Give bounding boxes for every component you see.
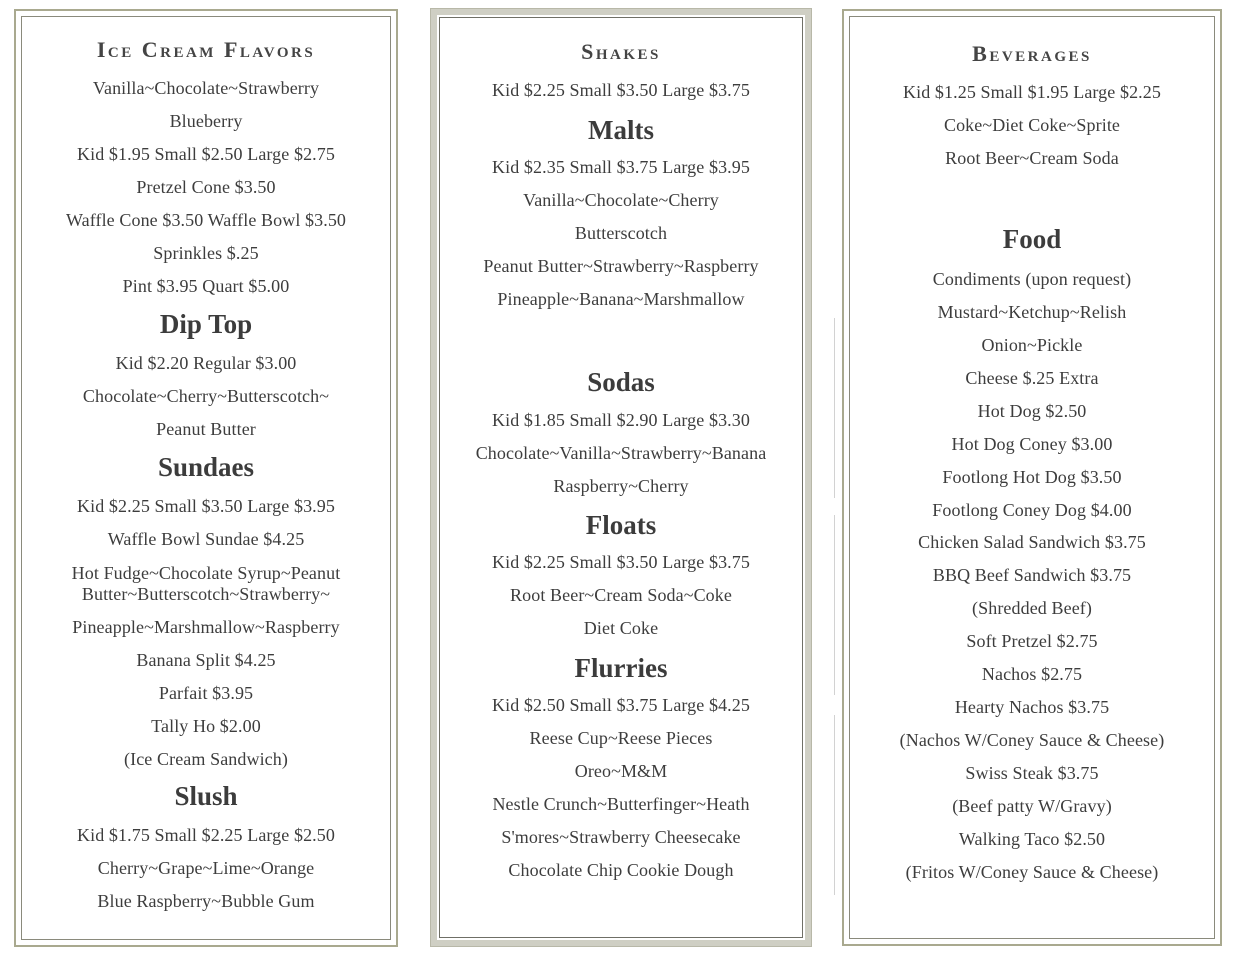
- menu-line: Kid $2.25 Small $3.50 Large $3.95: [77, 496, 335, 516]
- menu-line: Soft Pretzel $2.75: [966, 631, 1098, 651]
- menu-line: (Fritos W/Coney Sauce & Cheese): [905, 862, 1159, 882]
- fold-line: [834, 515, 835, 695]
- menu-line: Kid $2.25 Small $3.50 Large $3.75: [492, 552, 750, 572]
- section-heading: Floats: [585, 510, 657, 540]
- section-heading: Food: [1002, 224, 1062, 254]
- menu-line: Coke~Diet Coke~Sprite: [943, 115, 1121, 135]
- menu-line: Kid $2.35 Small $3.75 Large $3.95: [492, 157, 750, 177]
- menu-line: (Nachos W/Coney Sauce & Cheese): [899, 730, 1165, 750]
- menu-line: Peanut Butter: [156, 419, 256, 439]
- menu-line: Cherry~Grape~Lime~Orange: [97, 858, 315, 878]
- menu-line: Walking Taco $2.50: [958, 829, 1106, 849]
- menu-line: Chocolate Chip Cookie Dough: [508, 860, 734, 880]
- section-heading: Slush: [174, 781, 238, 811]
- menu-line: Waffle Bowl Sundae $4.25: [107, 529, 305, 549]
- menu-line: Kid $1.85 Small $2.90 Large $3.30: [492, 410, 750, 430]
- menu-line: Vanilla~Chocolate~Cherry: [523, 190, 719, 210]
- menu-line: Cheese $.25 Extra: [965, 368, 1099, 388]
- menu-line: Footlong Coney Dog $4.00: [932, 500, 1132, 520]
- menu-line: Kid $1.75 Small $2.25 Large $2.50: [77, 825, 335, 845]
- section-title: Shakes: [581, 39, 661, 64]
- menu-line: Nestle Crunch~Butterfinger~Heath: [492, 794, 750, 814]
- menu-line: Peanut Butter~Strawberry~Raspberry: [483, 256, 759, 276]
- menu-line: Hot Dog $2.50: [977, 401, 1087, 421]
- section-heading: Sodas: [587, 367, 655, 397]
- menu-line: Footlong Hot Dog $3.50: [942, 467, 1122, 487]
- fold-line: [834, 715, 835, 895]
- menu-line: Butter~Butterscotch~Strawberry~: [81, 584, 331, 604]
- section-heading: Dip Top: [159, 309, 253, 339]
- menu-line: Onion~Pickle: [981, 335, 1083, 355]
- menu-line: Chocolate~Cherry~Butterscotch~: [82, 386, 330, 406]
- menu-line: Parfait $3.95: [158, 683, 254, 703]
- menu-line: Waffle Cone $3.50 Waffle Bowl $3.50: [65, 210, 347, 230]
- menu-line: Chicken Salad Sandwich $3.75: [918, 532, 1146, 552]
- menu-line: Condiments (upon request): [932, 269, 1132, 289]
- menu-line: Kid $2.20 Regular $3.00: [115, 353, 297, 373]
- menu-line: Pretzel Cone $3.50: [136, 177, 276, 197]
- menu-line: Pint $3.95 Quart $5.00: [122, 276, 290, 296]
- menu-line: Banana Split $4.25: [136, 650, 276, 670]
- menu-line: Raspberry~Cherry: [553, 476, 689, 496]
- section-heading: Sundaes: [157, 452, 255, 482]
- menu-line: Kid $2.25 Small $3.50 Large $3.75: [492, 80, 750, 100]
- menu-line: Kid $1.95 Small $2.50 Large $2.75: [77, 144, 335, 164]
- menu-line: Vanilla~Chocolate~Strawberry: [92, 78, 320, 98]
- menu-line: Blue Raspberry~Bubble Gum: [97, 891, 315, 911]
- menu-line: Nachos $2.75: [981, 664, 1083, 684]
- menu-line: Swiss Steak $3.75: [965, 763, 1099, 783]
- section-heading: Malts: [588, 115, 654, 145]
- menu-line: (Beef patty W/Gravy): [952, 796, 1112, 816]
- menu-line: Tally Ho $2.00: [151, 716, 261, 736]
- menu-line: (Ice Cream Sandwich): [124, 749, 288, 769]
- menu-line: Pineapple~Banana~Marshmallow: [497, 289, 745, 309]
- menu-line: Reese Cup~Reese Pieces: [529, 728, 713, 748]
- menu-line: Hot Fudge~Chocolate Syrup~Peanut: [71, 563, 341, 583]
- menu-line: Root Beer~Cream Soda: [945, 148, 1119, 168]
- menu-line: Butterscotch: [574, 223, 668, 243]
- menu-line: Pineapple~Marshmallow~Raspberry: [72, 617, 340, 637]
- fold-line: [834, 318, 835, 498]
- menu-line: Hot Dog Coney $3.00: [951, 434, 1113, 454]
- menu-line: Kid $1.25 Small $1.95 Large $2.25: [903, 82, 1161, 102]
- menu-line: Blueberry: [169, 111, 243, 131]
- menu-line: Hearty Nachos $3.75: [954, 697, 1110, 717]
- menu-line: Oreo~M&M: [574, 761, 668, 781]
- section-title: Ice Cream Flavors: [96, 37, 316, 62]
- menu-line: S'mores~Strawberry Cheesecake: [501, 827, 741, 847]
- section-title: Beverages: [972, 41, 1092, 66]
- menu-line: Kid $2.50 Small $3.75 Large $4.25: [492, 695, 750, 715]
- menu-line: Diet Coke: [583, 618, 659, 638]
- menu-line: Chocolate~Vanilla~Strawberry~Banana: [475, 443, 767, 463]
- menu-line: BBQ Beef Sandwich $3.75: [932, 565, 1132, 585]
- menu-line: Sprinkles $.25: [153, 243, 259, 263]
- menu-line: Root Beer~Cream Soda~Coke: [510, 585, 732, 605]
- menu-line: Mustard~Ketchup~Relish: [937, 302, 1127, 322]
- menu-line: (Shredded Beef): [972, 598, 1092, 618]
- section-heading: Flurries: [574, 653, 668, 683]
